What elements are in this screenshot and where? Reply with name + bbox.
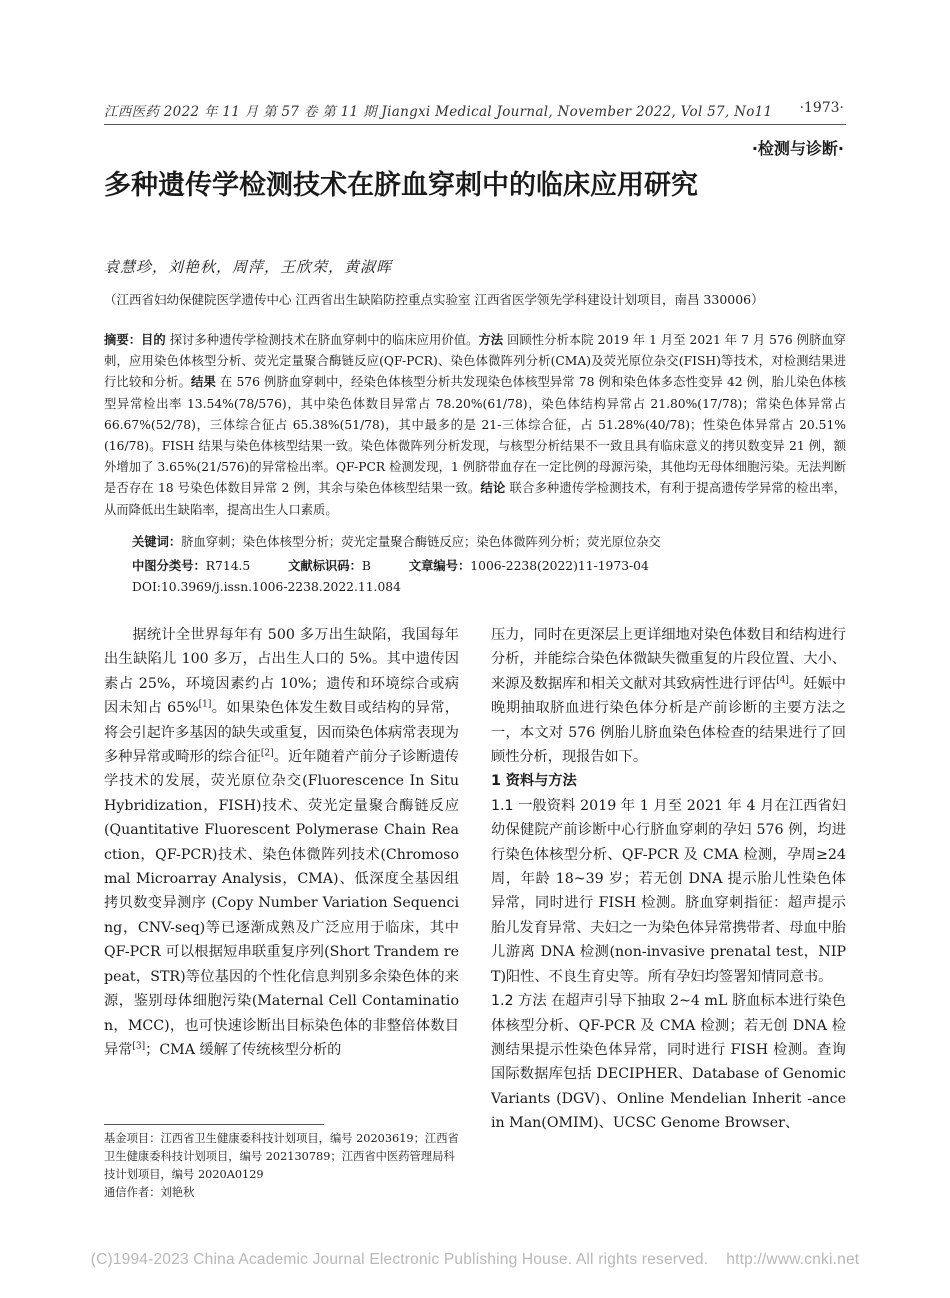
results-label: 结果: [191, 375, 216, 390]
intro-text-c: 。近年随着产前分子诊断遗传学技术的发展，荧光原位杂交(Fluorescence In Situ Hybridization，FISH)技术、荧光定量聚合酶链反应(Quantitative Fluorescent Polymerase Chain Reaction，QF-PCR)技术、染色体微阵列技术(Chromosomal Microarray Analysis，CMA)、低深度全基因组拷贝数变异测序 (Copy Number Variation Sequencing，CNV-seq)等已逐渐成熟及广泛应用于临床，其中 QF-PCR 可以根据短串联重复序列(Short Trandem repeat，STR)等位基因的个性化信息判别多余染色体的来源，鉴别母体细胞污染(Maternal Cell Contamination，MCC)，也可快速诊断出目标染色体的非整倍体数目异常: [104, 749, 459, 1058]
ref-1: [1]: [198, 699, 212, 710]
article-title: 多种遗传学检测技术在脐血穿刺中的临床应用研究: [104, 170, 698, 201]
header-rule: [104, 124, 846, 125]
keywords-label: 关键词：: [132, 535, 182, 549]
section-1-1-text: 2019 年 1 月至 2021 年 4 月在江西省妇幼保健院产前诊断中心行脐血穿刺的孕妇 576 例，均进行染色体核型分析、QF-PCR 及 CMA 检测，孕周≥24 周，年龄 18~39 岁；若无创 DNA 提示胎儿性染色体异常，同时进行 FISH 检测。脐血穿刺指征：超声提示胎儿发育异常、夫妇之一为染色体异常携带者、母血中胎儿游离 DNA 检测(non-invasive prenatal test，NIPT)阳性、不良生育史等。所有孕妇均签署知情同意书。: [491, 797, 846, 985]
section-1-1-label: 1.1 一般资料: [491, 797, 576, 814]
clc-label: 中图分类号：: [132, 559, 206, 573]
section-1-2-text: 在超声引导下抽取 2~4 mL 脐血标本进行染色体核型分析、QF-PCR 及 CMA 检测；若无创 DNA 检测结果提示性染色体异常，同时进行 FISH 检测。查询国际数据库包括 DECIPHER、Database of Genomic Variants (DGV)、Online Mendelian Inherit -ance in Man(OMIM)、UCSC Genome Browser、: [491, 993, 847, 1132]
intro-continued: [491, 623, 846, 769]
article-no-value: 1006-2238(2022)11-1973-04: [470, 559, 649, 573]
doi: DOI:10.3969/j.issn.1006-2238.2022.11.084: [132, 580, 401, 594]
body-right-column: [491, 623, 846, 1136]
ref-3: [3]: [132, 1041, 146, 1052]
copyright-footer: (C)1994-2023 China Academic Journal Electronic Publishing House. All rights reserved. http://www.cnki.net: [90, 1251, 860, 1268]
journal-header: 江西医药 2022 年 11 月 第 57 卷 第 11 期 Jiangxi Medical Journal, November 2022, Vol 57, No11: [104, 104, 773, 120]
methods-label: 方法: [478, 333, 504, 347]
footnote-rule: [104, 1124, 324, 1125]
section-tag: ·检测与诊断·: [751, 139, 844, 158]
article-no-label: 文章编号：: [408, 559, 471, 573]
intro-text-d: ；CMA 缓解了传统核型分析的: [145, 1041, 342, 1058]
section-1-2-label: 1.2 方法: [491, 993, 547, 1010]
section-1-2: [491, 989, 846, 1135]
intro-cont-b: 。妊娠中晚期抽取脐血进行染色体分析是产前诊断的主要方法之一，本文对 576 例胎儿脐血染色体检查的结果进行了回顾性分析，现报告如下。: [491, 675, 846, 766]
classification-line: [132, 556, 649, 574]
page-number: ·1973·: [799, 100, 844, 116]
doc-code-value: B: [361, 559, 371, 573]
intro-cont-a: 压力，同时在更深层上更详细地对染色体数目和结构进行分析，并能综合染色体微缺失微重复的片段位置、大小、来源及数据库和相关文献对其致病性进行评估: [491, 627, 846, 692]
ref-4: [4]: [776, 675, 789, 686]
ref-2: [2]: [260, 748, 274, 759]
objective-label: 目的: [141, 333, 166, 347]
corresponding-author: 通信作者：刘艳秋: [104, 1186, 195, 1199]
body-left-column: [104, 623, 459, 1062]
keywords-text: 脐血穿刺；染色体核型分析；荧光定量聚合酶链反应；染色体微阵列分析；荧光原位杂交: [181, 535, 661, 549]
methods-text: 回顾性分析本院 2019 年 1 月至 2021 年 7 月 576 例脐血穿刺，应用染色体核型分析、荧光定量聚合酶链反应(QF-PCR)、染色体微阵列分析(CMA)及荧光原位杂交(FISH)等技术，对检测结果进行比较和分析。: [104, 333, 846, 390]
keywords: [132, 532, 661, 550]
objective-text: 探讨多种遗传学检测技术在脐血穿刺中的临床应用价值。: [165, 333, 479, 347]
footnote: [104, 1130, 459, 1202]
conclusion-text: 联合多种遗传学检测技术，有利于提高遗传学异常的检出率，从而降低出生缺陷率，提高出生人口素质。: [104, 481, 846, 517]
funding-note: 基金项目：江西省卫生健康委科技计划项目，编号 20203619；江西省卫生健康委科技计划项目，编号 202130789；江西省中医药管理局科技计划项目，编号 2020A0129: [104, 1132, 459, 1181]
affiliation: （江西省妇幼保健院医学遗传中心 江西省出生缺陷防控重点实验室 江西省医学领先学科建设计划项目，南昌 330006）: [104, 292, 764, 307]
intro-text-a: 据统计全世界每年有 500 多万出生缺陷，我国每年出生缺陷儿 100 多万，占出生人口的 5%。其中遗传因素占 25%，环境因素约占 10%；遗传和环境综合或病因未知占 65%: [104, 627, 459, 717]
authors: 袁慧珍，刘艳秋，周萍，王欣荣，黄淑晖: [104, 258, 393, 276]
doc-code-label: 文献标识码：: [288, 559, 362, 573]
abstract: [104, 330, 846, 521]
intro-text-b: 。如果染色体发生数目或结构的异常，将会引起许多基因的缺失或重复，因而染色体病常表现为多种异常或畸形的综合征: [104, 700, 459, 766]
abstract-label: 摘要：: [104, 333, 142, 347]
section-1-1: [491, 794, 846, 989]
intro-paragraph: [104, 623, 459, 1062]
results-text: 在 576 例脐血穿刺中，经染色体核型分析共发现染色体核型异常 78 例和染色体多态性变异 42 例，胎儿染色体核型异常检出率 13.54%(78/576)，其中染色体数目异常占 78.20%(61/78)，染色体结构异常占 21.80%(17/78)；常染色体异常占 66.67%(52/78)，三体综合征占 65.38%(51/78)，其中最多的是 21-三体综合征，占 51.28%(40/78)；性染色体异常占 20.51%(16/78)。FISH 结果与染色体核型结果一致。染色体微阵列分析发现，与核型分析结果不一致且具有临床意义的拷贝数变异 21 例，额外增加了 3.65%(21/576)的异常检出率。QF-PCR 检测发现，1 例脐带血存在一定比例的母源污染，其他均无母体细胞污染。无法判断是否存在 18 号染色体数目异常 2 例，其余与染色体核型结果一致。: [104, 375, 846, 496]
clc-value: R714.5: [205, 559, 251, 573]
section-heading-1: 1 资料与方法: [491, 773, 577, 790]
conclusion-label: 结论: [480, 481, 506, 496]
